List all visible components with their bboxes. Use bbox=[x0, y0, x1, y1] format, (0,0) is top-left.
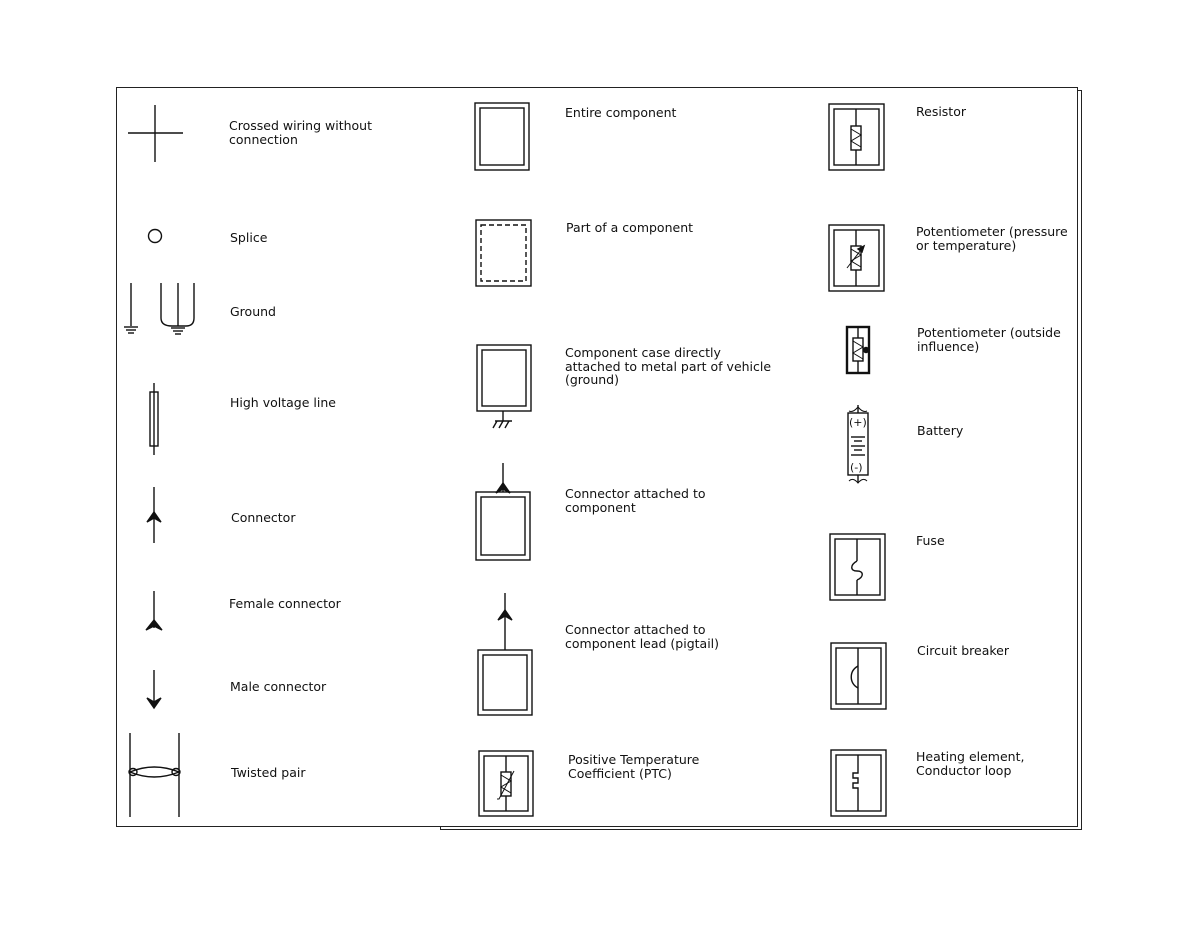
splice-symbol bbox=[149, 230, 162, 243]
label-fuse: Fuse bbox=[916, 533, 945, 548]
fuse-symbol bbox=[830, 534, 885, 600]
part-of-component-symbol bbox=[476, 220, 531, 286]
label-high-voltage-line: High voltage line bbox=[230, 395, 336, 410]
label-entire-component: Entire component bbox=[565, 105, 677, 120]
potentiometer-outside-symbol bbox=[847, 327, 869, 373]
label-connector-attached-component: Connector attached to component bbox=[565, 486, 706, 515]
battery-plus-mark: (+) bbox=[849, 416, 867, 429]
label-heating-element: Heating element, Conductor loop bbox=[916, 749, 1025, 778]
resistor-symbol bbox=[829, 104, 884, 170]
ptc-symbol bbox=[479, 751, 533, 816]
battery-minus-mark: (-) bbox=[850, 461, 863, 474]
label-ground: Ground bbox=[230, 304, 276, 319]
ground-symbol bbox=[124, 283, 194, 334]
label-potentiometer-pressure: Potentiometer (pressure or temperature) bbox=[916, 224, 1068, 253]
label-circuit-breaker: Circuit breaker bbox=[917, 643, 1009, 658]
label-connector: Connector bbox=[231, 510, 296, 525]
male-connector-symbol bbox=[147, 670, 161, 708]
female-connector-symbol bbox=[146, 591, 162, 630]
circuit-breaker-symbol bbox=[831, 643, 886, 709]
high-voltage-line-symbol bbox=[150, 383, 158, 455]
label-ptc: Positive Temperature Coefficient (PTC) bbox=[568, 752, 700, 781]
label-splice: Splice bbox=[230, 230, 268, 245]
entire-component-symbol bbox=[475, 103, 529, 170]
component-case-ground-symbol bbox=[477, 345, 531, 428]
label-twisted-pair: Twisted pair bbox=[231, 765, 306, 780]
label-connector-attached-lead: Connector attached to component lead (pigtail) bbox=[565, 622, 720, 651]
label-component-case-ground: Component case directly attached to metal part of vehicle (ground) bbox=[565, 345, 772, 387]
label-crossed-wiring: Crossed wiring without connection bbox=[229, 118, 372, 147]
connector-attached-component-symbol bbox=[476, 463, 530, 560]
connector-attached-lead-symbol bbox=[478, 593, 532, 715]
label-part-of-component: Part of a component bbox=[566, 220, 694, 235]
label-battery: Battery bbox=[917, 423, 964, 438]
label-male-connector: Male connector bbox=[230, 679, 327, 694]
label-resistor: Resistor bbox=[916, 104, 966, 119]
label-female-connector: Female connector bbox=[229, 596, 341, 611]
heating-element-symbol bbox=[831, 750, 886, 816]
label-potentiometer-outside: Potentiometer (outside influence) bbox=[917, 325, 1061, 354]
connector-symbol bbox=[147, 487, 161, 543]
potentiometer-pressure-symbol bbox=[829, 225, 884, 291]
twisted-pair-symbol bbox=[129, 733, 180, 817]
crossed-wiring-symbol bbox=[128, 105, 183, 162]
